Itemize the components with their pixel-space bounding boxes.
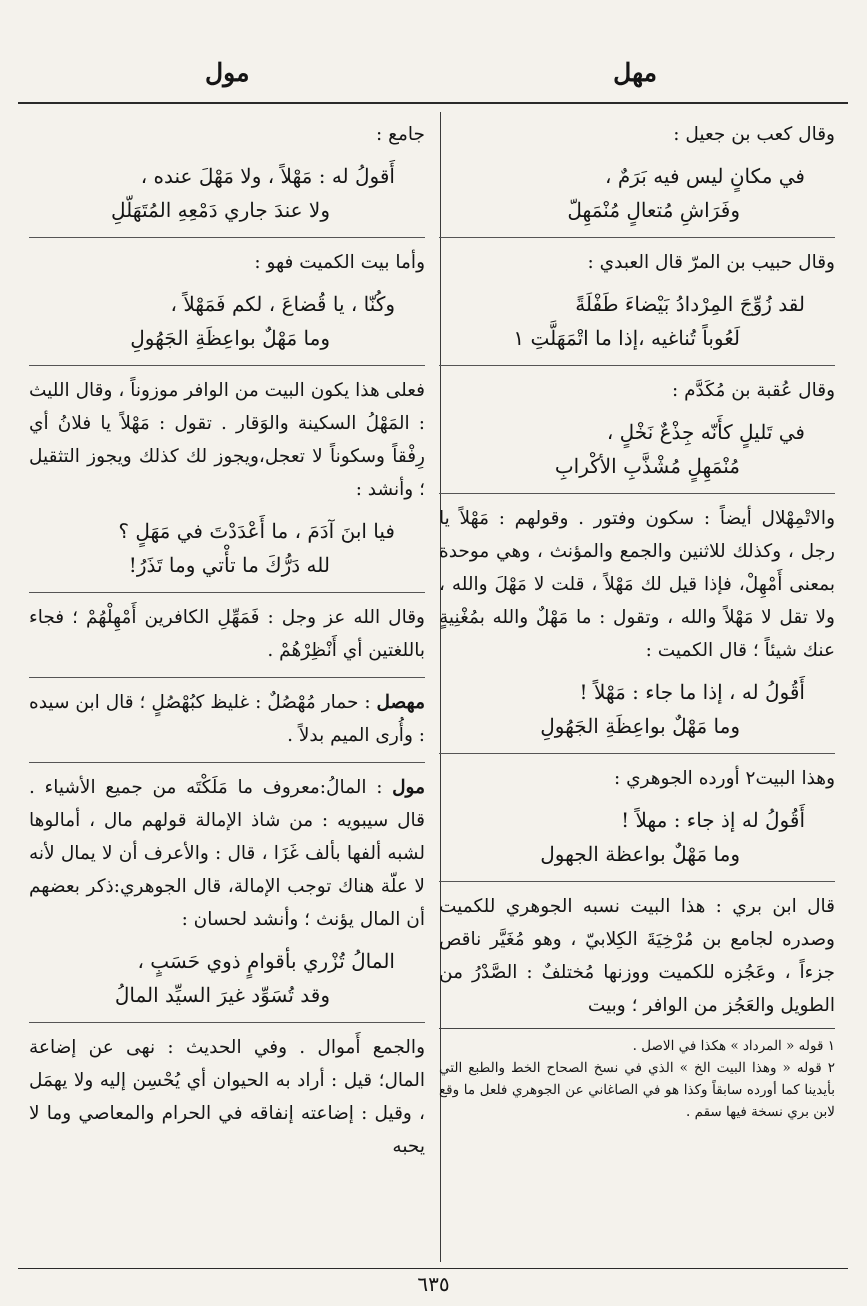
verse (29, 944, 425, 1012)
verse (439, 159, 835, 227)
intro-line: وقال عُقبة بن مُكَدَّم : (671, 380, 835, 401)
entry-mhsl (29, 686, 425, 752)
divider (29, 762, 425, 763)
verse-line: المالُ تُزْري بأقوامٍ ذوي حَسَبٍ ، (137, 949, 395, 973)
verse-line: وكُنّا ، يا قُضاعَ ، لكم فَمَهْلاً ، (170, 292, 395, 316)
footnote-rule (439, 1028, 835, 1029)
intro-line: وقال كعب بن جعيل : (673, 124, 835, 145)
verse-line: لله دَرُّكَ ما تأْتي وما تَذَرُ! (128, 553, 330, 577)
divider (29, 237, 425, 238)
verse-line: وقد تُسَوِّد غيرَ السيِّد المالُ (114, 983, 330, 1007)
verse (29, 159, 425, 227)
intro-line: وأما بيت الكميت فهو : (254, 252, 425, 273)
verse-line: لقد زُوِّجَ المِرْدادُ بَيْضاءَ طَفْلَةً (575, 292, 805, 316)
intro-line: وهذا البيت٢ أورده الجوهري : (613, 768, 835, 789)
verse-line: وما مَهْلٌ بواعِظَةِ الجَهُولِ (540, 714, 740, 738)
body-paragraph: فعلى هذا يكون البيت من الوافر موزوناً ، وقال الليث : المَهْلُ السكينة والوَقار . تقول : مَهْلاً يا فلانُ أي رِفْقاً وسكوناً لا تعجل،ويجوز لك كذلك ويجوز التثقيل ؛ وأنشد : (29, 380, 425, 500)
verse (439, 287, 835, 355)
body-paragraph: قال ابن بري : هذا البيت نسبه الجوهري للكميت وصدره لجامع بن مُرْخِيَةَ الكِلابيّ ، وهو مُغَيَّر ناقص جزءاً ، وعَجُزه للكميت ووزنها مُختلفٌ : الصَّدْرُ من الطويل والعَجُز من الوافر ؛ وبيت (439, 896, 835, 1016)
footnote: ٢ قوله « وهذا البيت الخ » الذي في نسخ الصحاح الخط والطبع التي بأيدينا كما أورده سابقاً وكذا هو في الصاغاني عن الجوهري فلعل ما وقع لابن بري نسخة فيها سقم . (439, 1060, 835, 1120)
divider (29, 677, 425, 678)
entry-head: مول (392, 777, 425, 798)
verse (29, 514, 425, 582)
verse-line: ولا عندَ جاري دَمْعِهِ المُتَهَلّلِ (111, 198, 330, 222)
body-paragraph: وقال الله عز وجل : فَمَهِّلِ الكافرين أَمْهِلْهُمْ ؛ فجاء باللغتين أي أَنْظِرْهُمْ . (29, 607, 425, 661)
divider (29, 592, 425, 593)
body-paragraph: والاتْمِهْلال أيضاً : سكون وفتور . وقولهم : مَهْلاً يا رجل ، وكذلك للاثنين والجمع والمؤنث ، وهي موحدة بمعنى أَمْهِلْ، فإذا قيل لك مَهْلاً ، قلت لا مَهْلَ والله ، ولا تقل لا مَهْلاً والله ، وتقول : ما مَهْلٌ والله بمُغْنِيةٍ عنك شيئاً ؛ قال الكميت : (439, 508, 835, 661)
verse-line: وما مَهْلٌ بواعِظَةِ الجَهُولِ (130, 326, 330, 350)
intro-line: جامع : (376, 124, 425, 145)
entry-text: : المالُ:معروف ما مَلَكْتَه من جميع الأشياء . قال سيبويه : من شاذ الإمالة قولهم مال ، أمالوها لشبه ألفها بألف غَزَا ، قال : والأعرف أن لا يمال لأنه لا علّة هناك توجب الإمالة، قال الجوهري:ذكر بعضهم أن المال يؤنث ؛ وأنشد لحسان : (29, 777, 425, 930)
verse-line: أَقُولُ له ، إذا ما جاء : مَهْلاً ! (579, 680, 805, 704)
page-number: ٦٣٥ (417, 1272, 450, 1296)
divider (439, 753, 835, 754)
right-column (439, 118, 835, 1123)
divider (29, 365, 425, 366)
verse (439, 803, 835, 871)
header-root-left: مول (205, 58, 250, 87)
divider (439, 493, 835, 494)
entry-text: : حمار مُهْصُلٌ : غليظ كبُهْصُلٍ ؛ قال ابن سيده : وأُرى الميم بدلاً . (29, 692, 425, 746)
intro-line: وقال حبيب بن المرّ قال العبدي : (587, 252, 835, 273)
verse-line: وفَرَاشِ مُتعالٍ مُنْمَهِلّ (567, 198, 740, 222)
header-rule (18, 102, 848, 104)
entry-head: مهصل (376, 692, 425, 713)
divider (439, 237, 835, 238)
divider (439, 365, 835, 366)
footnote: ١ قوله « المرداد » هكذا في الاصل . (632, 1038, 835, 1054)
page-header (0, 52, 867, 102)
verse-line: لَعُوباً تُناغيه ،إذا ما اتْمَهَلَّتِ ١ (513, 326, 740, 350)
verse-line: وما مَهْلٌ بواعظة الجهول (540, 842, 740, 866)
verse-line: في مكانٍ ليس فيه بَرَمٌ ، (605, 164, 805, 188)
divider (439, 881, 835, 882)
verse-line: مُنْمَهِلٍ مُشْذَّبِ الأكْرابِ (554, 454, 740, 478)
header-root-right: مهل (613, 58, 657, 87)
verse-line: في تَليلٍ كأَنّه جِذْعٌ نَخْلٍ ، (606, 420, 805, 444)
verse-line: أَقولُ له : مَهْلاً ، ولا مَهْلَ عنده ، (140, 164, 395, 188)
verse-line: فيا ابنَ آدَمَ ، ما أَعْدَدْتَ في مَهَلٍ ؟ (118, 519, 395, 543)
body-paragraph: والجمع أَموال . وفي الحديث : نهى عن إضاعة المال؛ قيل : أراد به الحيوان أي يُحْسِن إليه ولا يهمَل ، وقيل : إضاعته إنفاقه في الحرام والمعاصي وما لا يحبه (29, 1037, 425, 1157)
entry-mwl (29, 771, 425, 936)
verse (439, 415, 835, 483)
verse (29, 287, 425, 355)
divider (29, 1022, 425, 1023)
verse-line: أَقُولُ له إذ جاء : مهلاً ! (621, 808, 805, 832)
verse (439, 675, 835, 743)
footer-rule (18, 1268, 848, 1269)
left-column (29, 118, 425, 1163)
